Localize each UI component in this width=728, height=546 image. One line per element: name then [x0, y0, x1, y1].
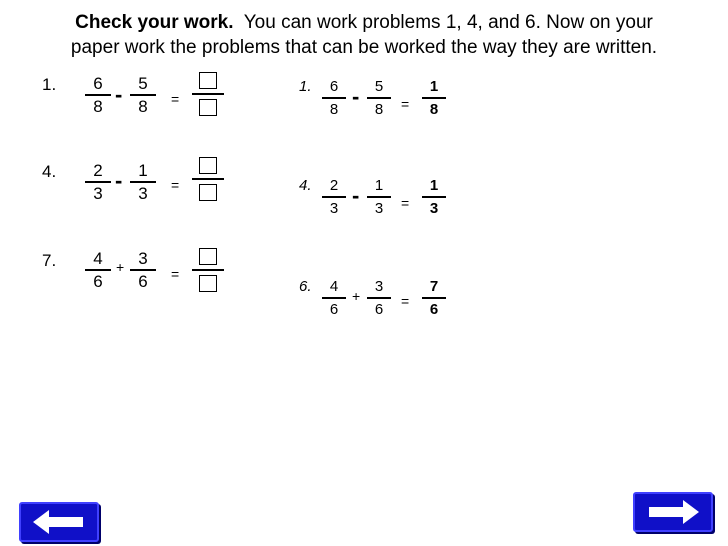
denominator: 8 [429, 101, 439, 118]
next-button[interactable] [633, 492, 713, 532]
numerator: 1 [429, 78, 439, 95]
denominator: 3 [374, 200, 384, 217]
numerator: 4 [93, 249, 103, 268]
denominator: 6 [329, 301, 339, 318]
denominator: 8 [93, 97, 103, 116]
denominator: 3 [329, 200, 339, 217]
instructions-line-1 [0, 10, 728, 35]
answer-denominator-box[interactable] [199, 99, 217, 116]
numerator: 1 [138, 161, 148, 180]
instructions-line-2: paper work the problems that can be worked the way they are written. [70, 37, 658, 58]
denominator: 3 [93, 184, 103, 203]
fraction-a [322, 76, 346, 120]
fraction-b [367, 76, 391, 120]
answer-numerator-box[interactable] [199, 72, 217, 89]
equals-sign: = [171, 177, 180, 193]
arrow-left-icon [21, 504, 97, 540]
numerator: 4 [329, 278, 339, 295]
numerator: 3 [374, 278, 384, 295]
arrow-right-icon [635, 494, 711, 530]
numerator: 7 [429, 278, 439, 295]
numerator: 1 [374, 177, 384, 194]
fraction-b [130, 73, 156, 117]
fraction-a [85, 248, 111, 292]
answer-numerator-box[interactable] [199, 157, 217, 174]
denominator: 3 [138, 184, 148, 203]
operator: - [115, 82, 123, 107]
numerator: 6 [93, 74, 103, 93]
fraction-b [367, 276, 391, 320]
denominator: 6 [374, 301, 384, 318]
numerator: 5 [374, 78, 384, 95]
numerator: 6 [329, 78, 339, 95]
fraction-b [130, 160, 156, 204]
answer-boxes [192, 248, 224, 292]
back-button[interactable] [19, 502, 99, 542]
denominator: 6 [429, 301, 439, 318]
answer-numerator-box[interactable] [199, 248, 217, 265]
answer-fraction [422, 175, 446, 219]
fraction-b [130, 248, 156, 292]
denominator: 8 [374, 101, 384, 118]
denominator: 6 [93, 272, 103, 291]
fraction-a [85, 160, 111, 204]
instructions-bold: Check your work. [75, 12, 234, 33]
fraction-a [85, 73, 111, 117]
problem-number: 7. [42, 251, 57, 270]
problem-number: 1. [299, 78, 312, 95]
operator: + [352, 288, 361, 304]
problem-number: 4. [42, 162, 57, 181]
answer-fraction [422, 76, 446, 120]
equals-sign: = [171, 91, 180, 107]
answer-boxes [192, 157, 224, 201]
instructions-line1-rest: You can work problems 1, 4, and 6. Now on your [243, 12, 653, 33]
problem-number: 4. [299, 177, 312, 194]
equals-sign: = [171, 266, 180, 282]
numerator: 1 [429, 177, 439, 194]
operator: - [352, 183, 360, 208]
equals-sign: = [401, 96, 410, 112]
answer-boxes [192, 72, 224, 116]
fraction-a [322, 175, 346, 219]
denominator: 8 [329, 101, 339, 118]
instructions [0, 10, 728, 60]
equals-sign: = [401, 195, 410, 211]
denominator: 8 [138, 97, 148, 116]
numerator: 5 [138, 74, 148, 93]
answer-denominator-box[interactable] [199, 275, 217, 292]
problem-number: 1. [42, 75, 57, 94]
operator: - [115, 168, 123, 193]
operator: + [116, 259, 125, 275]
equals-sign: = [401, 293, 410, 309]
answer-denominator-box[interactable] [199, 184, 217, 201]
fraction-b [367, 175, 391, 219]
numerator: 2 [93, 161, 103, 180]
numerator: 2 [329, 177, 339, 194]
fraction-a [322, 276, 346, 320]
answer-fraction [422, 276, 446, 320]
numerator: 3 [138, 249, 148, 268]
problem-number: 6. [299, 278, 312, 295]
denominator: 3 [429, 200, 439, 217]
operator: - [352, 84, 360, 109]
denominator: 6 [138, 272, 148, 291]
